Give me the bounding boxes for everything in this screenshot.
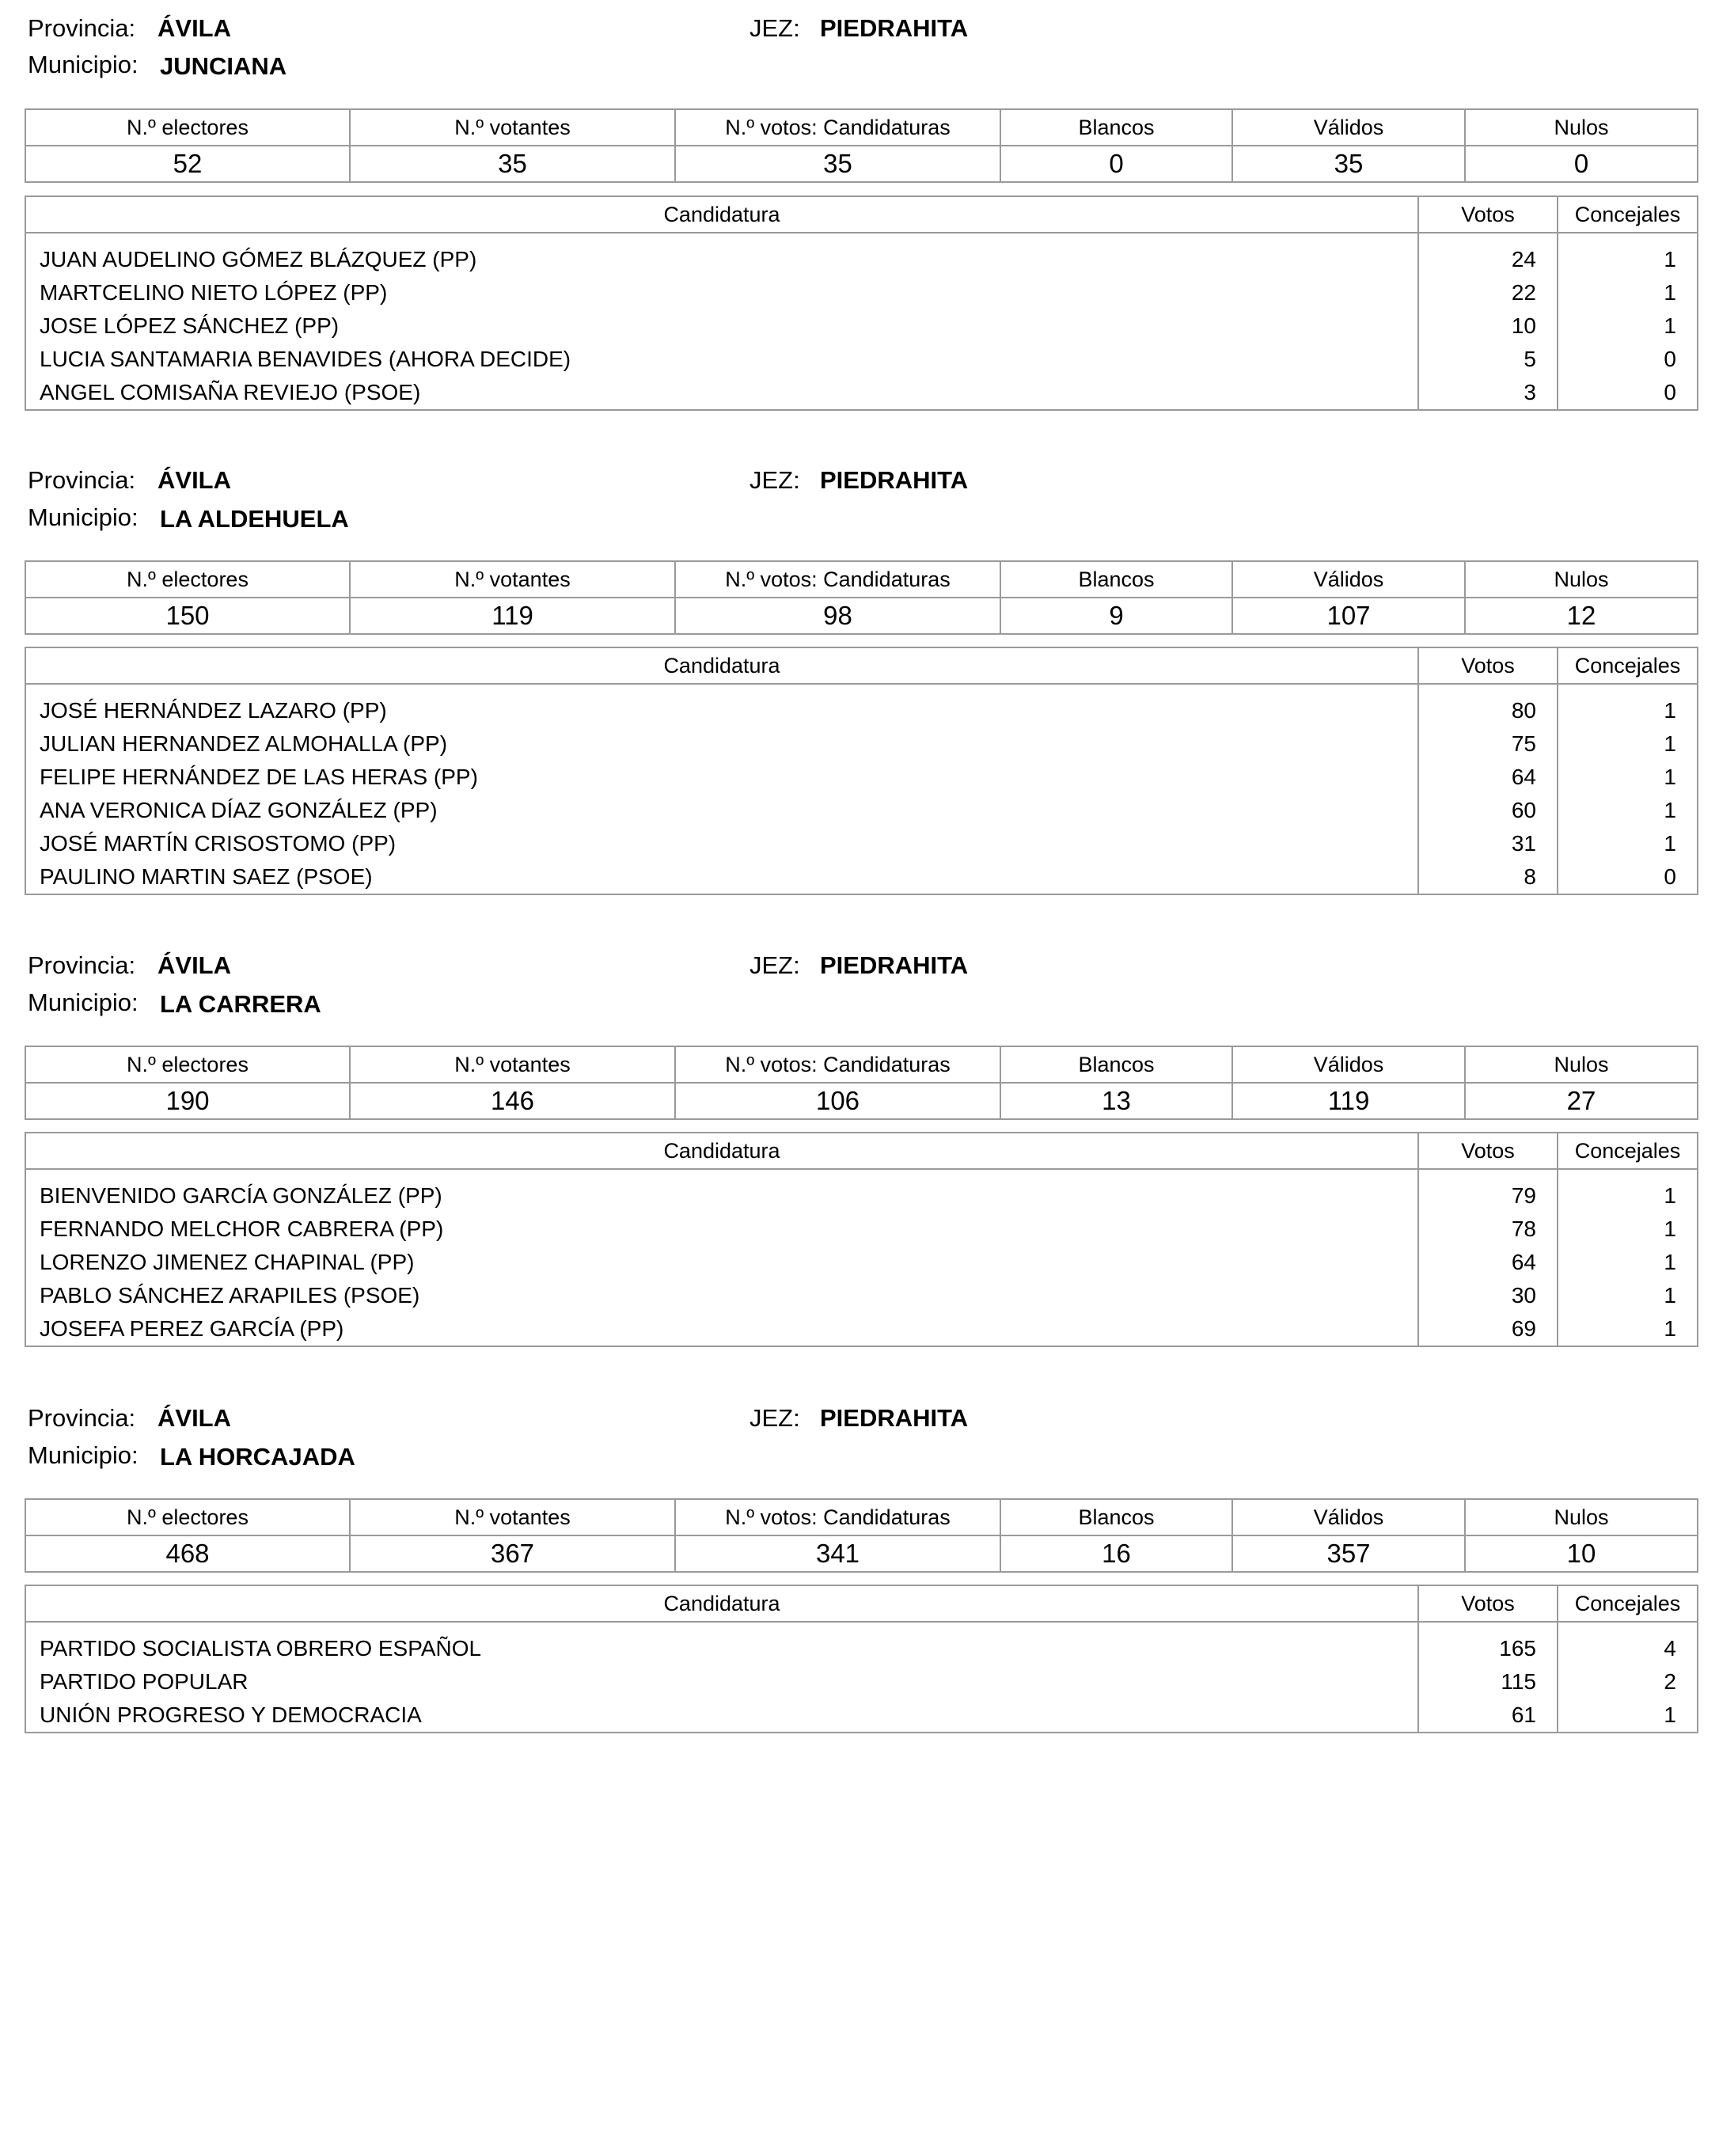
candidate-concejales: 4 xyxy=(1558,1622,1698,1665)
candidate-votos: 8 xyxy=(1418,860,1558,894)
table-row xyxy=(25,727,1698,761)
concejales-header: Concejales xyxy=(1558,1585,1698,1622)
candidates-table xyxy=(25,195,1698,411)
jez-value: PIEDRAHITA xyxy=(820,951,969,979)
candidate-concejales: 1 xyxy=(1558,1213,1698,1246)
votantes-header: N.º votantes xyxy=(350,1499,675,1535)
candidate-votos: 10 xyxy=(1418,309,1558,343)
provincia-value: ÁVILA xyxy=(157,466,231,494)
candidate-name: ANGEL COMISAÑA REVIEJO (PSOE) xyxy=(40,380,421,404)
candidate-name: ANA VERONICA DÍAZ GONZÁLEZ (PP) xyxy=(40,798,438,822)
candidate-name: JOSEFA PEREZ GARCÍA (PP) xyxy=(40,1316,344,1341)
jez-label: JEZ: xyxy=(749,14,800,42)
votos-header: Votos xyxy=(1418,1585,1558,1622)
electores-header: N.º electores xyxy=(25,561,350,598)
candidate-votos: 24 xyxy=(1418,233,1558,276)
table-row xyxy=(25,1312,1698,1346)
provincia-label: Provincia: xyxy=(28,951,136,979)
nulos-value: 27 xyxy=(1465,1083,1698,1119)
candidate-votos: 78 xyxy=(1418,1213,1558,1246)
candidate-votos: 64 xyxy=(1418,1246,1558,1279)
table-row xyxy=(25,1699,1698,1733)
validos-header: Válidos xyxy=(1232,561,1465,598)
table-row xyxy=(25,684,1698,727)
concejales-header: Concejales xyxy=(1558,1133,1698,1169)
candidatura-header: Candidatura xyxy=(25,1585,1418,1622)
candidates-table xyxy=(25,1132,1698,1347)
table-row xyxy=(25,1279,1698,1312)
candidate-votos: 5 xyxy=(1418,343,1558,376)
candidate-votos: 115 xyxy=(1418,1665,1558,1699)
candidate-concejales: 1 xyxy=(1558,827,1698,860)
candidate-votos: 60 xyxy=(1418,794,1558,827)
candidate-name: PARTIDO SOCIALISTA OBRERO ESPAÑOL xyxy=(40,1636,482,1661)
candidate-concejales: 0 xyxy=(1558,343,1698,376)
jez-label: JEZ: xyxy=(749,951,800,979)
table-row xyxy=(25,1665,1698,1699)
table-row xyxy=(25,1169,1698,1213)
nulos-value: 10 xyxy=(1465,1535,1698,1572)
votantes-value: 367 xyxy=(350,1535,675,1572)
votos-candidaturas-header: N.º votos: Candidaturas xyxy=(675,561,1000,598)
concejales-header: Concejales xyxy=(1558,196,1698,233)
table-row xyxy=(25,1246,1698,1279)
candidate-concejales: 1 xyxy=(1558,1279,1698,1312)
candidate-votos: 69 xyxy=(1418,1312,1558,1346)
validos-value: 357 xyxy=(1232,1535,1465,1572)
candidate-concejales: 1 xyxy=(1558,727,1698,761)
votos-header: Votos xyxy=(1418,647,1558,684)
candidate-name: PAULINO MARTIN SAEZ (PSOE) xyxy=(40,864,373,889)
validos-value: 119 xyxy=(1232,1083,1465,1119)
candidate-votos: 75 xyxy=(1418,727,1558,761)
table-row xyxy=(25,233,1698,276)
electores-value: 52 xyxy=(25,146,350,182)
nulos-header: Nulos xyxy=(1465,1499,1698,1535)
votos-candidaturas-value: 106 xyxy=(675,1083,1000,1119)
candidate-concejales: 1 xyxy=(1558,761,1698,794)
votos-candidaturas-header: N.º votos: Candidaturas xyxy=(675,1046,1000,1083)
table-row xyxy=(25,309,1698,343)
table-row xyxy=(25,761,1698,794)
candidate-concejales: 1 xyxy=(1558,794,1698,827)
candidate-name: BIENVENIDO GARCÍA GONZÁLEZ (PP) xyxy=(40,1183,442,1208)
jez-value: PIEDRAHITA xyxy=(820,1404,969,1432)
candidate-concejales: 0 xyxy=(1558,860,1698,894)
stats-table xyxy=(25,108,1698,183)
table-row xyxy=(25,343,1698,376)
candidate-name: PABLO SÁNCHEZ ARAPILES (PSOE) xyxy=(40,1283,420,1308)
candidate-votos: 22 xyxy=(1418,276,1558,309)
candidate-name: JULIAN HERNANDEZ ALMOHALLA (PP) xyxy=(40,731,448,756)
nulos-header: Nulos xyxy=(1465,109,1698,146)
nulos-value: 12 xyxy=(1465,598,1698,634)
jez-value: PIEDRAHITA xyxy=(820,466,969,494)
candidate-concejales: 1 xyxy=(1558,276,1698,309)
provincia-value: ÁVILA xyxy=(157,951,231,979)
provincia-label: Provincia: xyxy=(28,466,136,494)
votantes-header: N.º votantes xyxy=(350,1046,675,1083)
candidate-name: FERNANDO MELCHOR CABRERA (PP) xyxy=(40,1217,444,1241)
candidate-concejales: 1 xyxy=(1558,684,1698,727)
municipio-value: LA HORCAJADA xyxy=(160,1443,355,1471)
candidate-name: LORENZO JIMENEZ CHAPINAL (PP) xyxy=(40,1250,415,1274)
validos-header: Válidos xyxy=(1232,109,1465,146)
municipio-value: LA CARRERA xyxy=(160,990,321,1018)
votos-candidaturas-value: 98 xyxy=(675,598,1000,634)
table-row xyxy=(25,794,1698,827)
provincia-label: Provincia: xyxy=(28,1404,136,1432)
validos-header: Válidos xyxy=(1232,1499,1465,1535)
candidatura-header: Candidatura xyxy=(25,1133,1418,1169)
nulos-header: Nulos xyxy=(1465,1046,1698,1083)
validos-value: 107 xyxy=(1232,598,1465,634)
validos-value: 35 xyxy=(1232,146,1465,182)
votantes-header: N.º votantes xyxy=(350,561,675,598)
candidate-concejales: 1 xyxy=(1558,1169,1698,1213)
jez-label: JEZ: xyxy=(749,1404,800,1432)
municipio-label: Municipio: xyxy=(28,1441,139,1469)
municipio-value: JUNCIANA xyxy=(160,52,287,80)
votantes-header: N.º votantes xyxy=(350,109,675,146)
votos-candidaturas-value: 35 xyxy=(675,146,1000,182)
blancos-value: 13 xyxy=(1000,1083,1232,1119)
candidate-concejales: 1 xyxy=(1558,1246,1698,1279)
candidate-concejales: 0 xyxy=(1558,376,1698,410)
provincia-value: ÁVILA xyxy=(157,14,231,42)
stats-table xyxy=(25,1498,1698,1573)
blancos-header: Blancos xyxy=(1000,561,1232,598)
nulos-value: 0 xyxy=(1465,146,1698,182)
provincia-label: Provincia: xyxy=(28,14,136,42)
stats-table xyxy=(25,560,1698,635)
municipio-label: Municipio: xyxy=(28,989,139,1016)
votantes-value: 119 xyxy=(350,598,675,634)
candidate-votos: 31 xyxy=(1418,827,1558,860)
electores-header: N.º electores xyxy=(25,1046,350,1083)
blancos-value: 0 xyxy=(1000,146,1232,182)
candidate-name: UNIÓN PROGRESO Y DEMOCRACIA xyxy=(40,1702,422,1727)
table-row xyxy=(25,827,1698,860)
validos-header: Válidos xyxy=(1232,1046,1465,1083)
nulos-header: Nulos xyxy=(1465,561,1698,598)
candidate-concejales: 1 xyxy=(1558,309,1698,343)
blancos-header: Blancos xyxy=(1000,1499,1232,1535)
candidate-name: PARTIDO POPULAR xyxy=(40,1669,249,1694)
votos-candidaturas-header: N.º votos: Candidaturas xyxy=(675,1499,1000,1535)
blancos-header: Blancos xyxy=(1000,109,1232,146)
candidate-votos: 30 xyxy=(1418,1279,1558,1312)
votos-candidaturas-header: N.º votos: Candidaturas xyxy=(675,109,1000,146)
candidate-concejales: 1 xyxy=(1558,1312,1698,1346)
electores-value: 150 xyxy=(25,598,350,634)
table-row xyxy=(25,376,1698,410)
concejales-header: Concejales xyxy=(1558,647,1698,684)
provincia-value: ÁVILA xyxy=(157,1404,231,1432)
table-row xyxy=(25,1213,1698,1246)
stats-table xyxy=(25,1046,1698,1120)
candidate-name: FELIPE HERNÁNDEZ DE LAS HERAS (PP) xyxy=(40,765,478,789)
municipio-value: LA ALDEHUELA xyxy=(160,505,349,533)
candidate-concejales: 1 xyxy=(1558,1699,1698,1733)
jez-label: JEZ: xyxy=(749,466,800,494)
candidate-votos: 79 xyxy=(1418,1169,1558,1213)
candidate-votos: 3 xyxy=(1418,376,1558,410)
candidate-name: JOSÉ HERNÁNDEZ LAZARO (PP) xyxy=(40,698,387,723)
table-row xyxy=(25,276,1698,309)
electores-value: 468 xyxy=(25,1535,350,1572)
candidate-name: JOSÉ MARTÍN CRISOSTOMO (PP) xyxy=(40,831,397,856)
votos-header: Votos xyxy=(1418,1133,1558,1169)
municipio-label: Municipio: xyxy=(28,503,139,531)
table-row xyxy=(25,1622,1698,1665)
candidate-votos: 165 xyxy=(1418,1622,1558,1665)
candidates-table xyxy=(25,647,1698,895)
votos-candidaturas-value: 341 xyxy=(675,1535,1000,1572)
votantes-value: 35 xyxy=(350,146,675,182)
candidate-name: MARTCELINO NIETO LÓPEZ (PP) xyxy=(40,280,388,305)
electores-header: N.º electores xyxy=(25,109,350,146)
candidate-votos: 80 xyxy=(1418,684,1558,727)
candidatura-header: Candidatura xyxy=(25,647,1418,684)
electores-value: 190 xyxy=(25,1083,350,1119)
candidate-name: JUAN AUDELINO GÓMEZ BLÁZQUEZ (PP) xyxy=(40,247,477,271)
blancos-header: Blancos xyxy=(1000,1046,1232,1083)
votos-header: Votos xyxy=(1418,196,1558,233)
candidatura-header: Candidatura xyxy=(25,196,1418,233)
candidate-votos: 64 xyxy=(1418,761,1558,794)
candidate-name: JOSE LÓPEZ SÁNCHEZ (PP) xyxy=(40,313,340,338)
blancos-value: 9 xyxy=(1000,598,1232,634)
votantes-value: 146 xyxy=(350,1083,675,1119)
candidate-name: LUCIA SANTAMARIA BENAVIDES (AHORA DECIDE) xyxy=(40,347,571,371)
candidate-concejales: 1 xyxy=(1558,233,1698,276)
candidate-votos: 61 xyxy=(1418,1699,1558,1733)
candidate-concejales: 2 xyxy=(1558,1665,1698,1699)
jez-value: PIEDRAHITA xyxy=(820,14,969,42)
municipio-label: Municipio: xyxy=(28,51,139,78)
blancos-value: 16 xyxy=(1000,1535,1232,1572)
candidates-table xyxy=(25,1585,1698,1733)
electores-header: N.º electores xyxy=(25,1499,350,1535)
table-row xyxy=(25,860,1698,894)
